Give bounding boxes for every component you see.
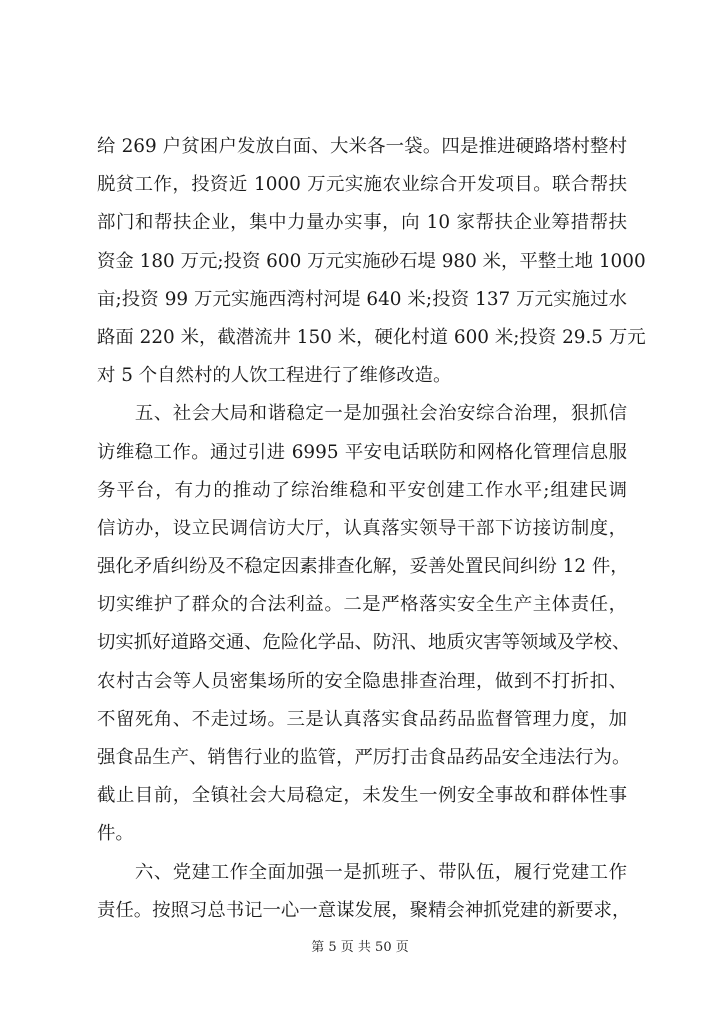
text-line: 件。 bbox=[97, 823, 134, 845]
text-line: 对 5 个自然村的人饮工程进行了维修改造。 bbox=[97, 365, 452, 387]
text-line: 切实抓好道路交通、危险化学品、防汛、地质灾害等领域及学校、 bbox=[97, 632, 631, 654]
document-body bbox=[97, 128, 646, 930]
text-line: 部门和帮扶企业，集中力量办实事，向 10 家帮扶企业筹措帮扶 bbox=[97, 212, 627, 234]
text-line: 截止目前，全镇社会大局稳定，未发生一例安全事故和群体性事 bbox=[97, 785, 627, 807]
text-line: 信访办，设立民调信访大厅，认真落实领导干部下访接访制度， bbox=[97, 517, 627, 539]
text-line: 责任。按照习总书记一心一意谋发展，聚精会神抓党建的新要求， bbox=[97, 899, 631, 921]
text-line: 农村古会等人员密集场所的安全隐患排查治理，做到不打折扣、 bbox=[97, 670, 627, 692]
text-line: 六、党建工作全面加强一是抓班子、带队伍，履行党建工作 bbox=[97, 861, 627, 883]
text-line: 脱贫工作，投资近 1000 万元实施农业综合开发项目。联合帮扶 bbox=[97, 174, 627, 196]
text-line: 路面 220 米，截潜流井 150 米，硬化村道 600 米;投资 29.5 万元 bbox=[97, 326, 646, 348]
text-line: 强化矛盾纠纷及不稳定因素排查化解，妥善处置民间纠纷 12 件， bbox=[97, 556, 629, 578]
text-line: 五、社会大局和谐稳定一是加强社会治安综合治理，狠抓信 bbox=[97, 403, 627, 425]
text-line: 不留死角、不走过场。三是认真落实食品药品监督管理力度，加 bbox=[97, 708, 627, 730]
page-footer: 第 5 页 共 50 页 bbox=[311, 940, 409, 955]
text-line: 切实维护了群众的合法利益。二是严格落实安全生产主体责任， bbox=[97, 594, 627, 616]
text-line: 访维稳工作。通过引进 6995 平安电话联防和网格化管理信息服 bbox=[97, 441, 627, 463]
text-line: 务平台，有力的推动了综治维稳和平安创建工作水平;组建民调 bbox=[97, 479, 627, 501]
text-line: 强食品生产、销售行业的监管，严厉打击食品药品安全违法行为。 bbox=[97, 747, 631, 768]
text-line: 资金 180 万元;投资 600 万元实施砂石堤 980 米，平整土地 1000 bbox=[97, 250, 646, 272]
text-line: 给 269 户贫困户发放白面、大米各一袋。四是推进硬路塔村整村 bbox=[97, 136, 627, 157]
text-line: 亩;投资 99 万元实施西湾村河堤 640 米;投资 137 万元实施过水 bbox=[97, 288, 627, 310]
